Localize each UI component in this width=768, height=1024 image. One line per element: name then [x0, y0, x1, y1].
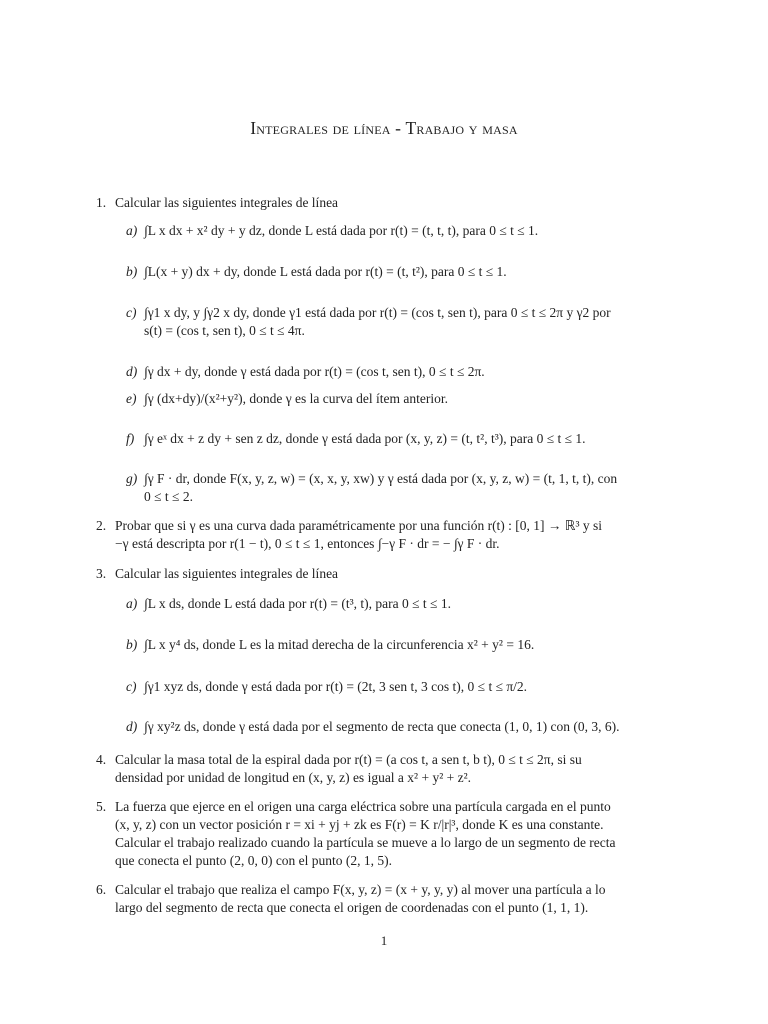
item-text: ∫γ1 xyz ds, donde γ está dada por r(t) = (2t, 3 sen t, 3 cos t), 0 ≤ t ≤ π/2. [144, 679, 528, 694]
item-text: ∫γ dx + dy, donde γ está dada por r(t) = (cos t, sen t), 0 ≤ t ≤ 2π. [144, 364, 485, 379]
item-label: b) [126, 637, 138, 652]
exercise-number: 4. [96, 752, 107, 767]
exercise-text-line-2: largo del segmento de recta que conecta el origen de coordenadas con el punto (1, 1, 1). [115, 900, 589, 915]
item-label: d) [126, 719, 138, 734]
item-text: ∫γ eˣ dx + z dy + sen z dz, donde γ está dada por (x, y, z) = (t, t², t³), para 0 ≤ t ≤ 1. [144, 431, 586, 446]
item-label: e) [126, 391, 137, 406]
exercise-number: 5. [96, 799, 107, 814]
item-label: b) [126, 264, 138, 279]
exercise-text: Calcular el trabajo que realiza el campo F(x, y, z) = (x + y, y, y) al mover una partícula a lo [115, 882, 606, 897]
item-text: ∫γ xy²z ds, donde γ está dada por el segmento de recta que conecta (1, 0, 1) con (0, 3, 6). [144, 719, 620, 734]
item-label: a) [126, 223, 138, 238]
exercise-text-line-4: que conecta el punto (2, 0, 0) con el punto (2, 1, 5). [115, 853, 393, 868]
exercise-text: Probar que si γ es una curva dada paramétricamente por una función r(t) : [0, 1] → ℝ³ y si [115, 518, 603, 533]
item-text: ∫L(x + y) dx + dy, donde L está dada por r(t) = (t, t²), para 0 ≤ t ≤ 1. [144, 264, 507, 279]
item-text-line-2: s(t) = (cos t, sen t), 0 ≤ t ≤ 4π. [144, 323, 305, 338]
item-text: ∫γ (dx+dy)/(x²+y²), donde γ es la curva del ítem anterior. [144, 391, 448, 406]
item-text: ∫L x ds, donde L está dada por r(t) = (t³, t), para 0 ≤ t ≤ 1. [144, 596, 451, 611]
item-text: ∫L x y⁴ ds, donde L es la mitad derecha de la circunferencia x² + y² = 16. [144, 637, 535, 652]
exercise-text: La fuerza que ejerce en el origen una carga eléctrica sobre una partícula cargada en el punto [115, 799, 611, 814]
item-text: ∫L x dx + x² dy + y dz, donde L está dada por r(t) = (t, t, t), para 0 ≤ t ≤ 1. [144, 223, 539, 238]
item-label: a) [126, 596, 138, 611]
exercise-text-line-3: Calcular el trabajo realizado cuando la partícula se mueve a lo largo de un segmento de recta [115, 835, 616, 850]
page-title: Integrales de línea - Trabajo y masa [250, 118, 518, 138]
exercise-number: 2. [96, 518, 107, 533]
item-text: ∫γ1 x dy, y ∫γ2 x dy, donde γ1 está dada por r(t) = (cos t, sen t), para 0 ≤ t ≤ 2π y γ2 por [144, 305, 611, 320]
item-text: ∫γ F · dr, donde F(x, y, z, w) = (x, x, y, xw) y γ está dada por (x, y, z, w) = (t, 1, t, t), con [144, 471, 618, 486]
item-label: c) [126, 679, 137, 694]
exercise-number: 3. [96, 566, 107, 581]
exercise-number: 1. [96, 195, 107, 210]
exercise-text-line-2: −γ está descripta por r(1 − t), 0 ≤ t ≤ 1, entonces ∫−γ F · dr = − ∫γ F · dr. [115, 536, 500, 551]
item-text-line-2: 0 ≤ t ≤ 2. [144, 489, 193, 504]
item-label: f) [126, 431, 135, 446]
item-label: c) [126, 305, 137, 320]
exercise-text: Calcular la masa total de la espiral dada por r(t) = (a cos t, a sen t, b t), 0 ≤ t ≤ 2π, si su [115, 752, 582, 767]
exercise-text-line-2: densidad por unidad de longitud en (x, y, z) es igual a x² + y² + z². [115, 770, 472, 785]
exercise-number: 6. [96, 882, 107, 897]
exercise-text: Calcular las siguientes integrales de línea [115, 195, 339, 210]
exercise-text: Calcular las siguientes integrales de línea [115, 566, 339, 581]
exercise-text-line-2: (x, y, z) con un vector posición r = xi + yj + zk es F(r) = K r/|r|³, donde K es una constante. [115, 817, 604, 832]
item-label: d) [126, 364, 138, 379]
item-label: g) [126, 471, 138, 486]
page-number: 1 [380, 933, 388, 948]
